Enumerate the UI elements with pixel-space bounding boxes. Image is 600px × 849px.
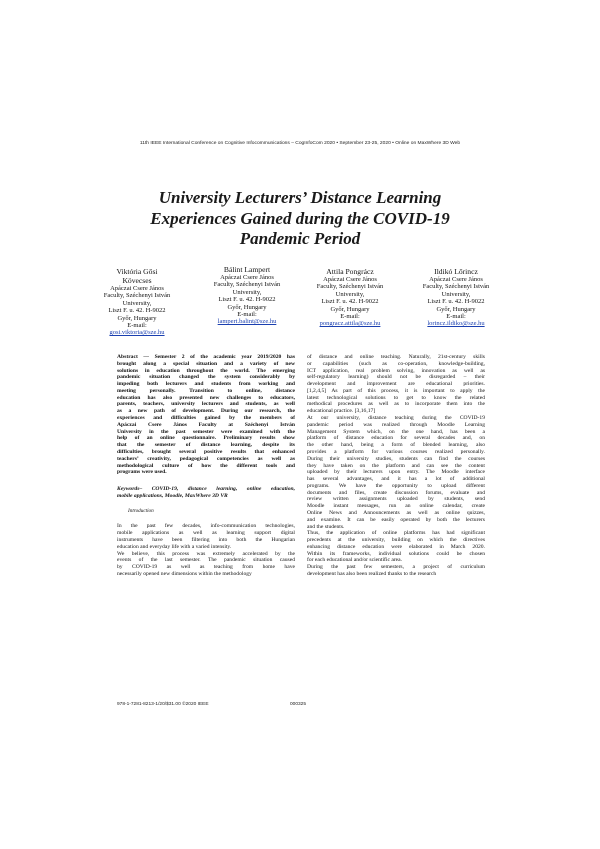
body-line: and examine. It can be easily operated by both the lecturers — [307, 516, 485, 523]
body-line: educational practice. [3,16,17] — [307, 408, 376, 415]
author-affiliation: E-mail: — [340, 313, 360, 321]
author-affiliation: Faculty, Széchenyi István — [213, 281, 281, 289]
body-paragraph — [307, 354, 485, 415]
abstract-line: brought along a special situation and a variety of new — [117, 360, 295, 367]
body-line: enhancing distance education were elaborated in March 2020. — [307, 543, 485, 550]
body-line: the other hand, being a form of blended learning, also — [307, 442, 485, 449]
author-affiliation: University, — [122, 299, 152, 307]
body-line: development has also been realized thanks to the research — [307, 571, 437, 577]
author-affiliation: Faculty, Széchenyi István — [103, 292, 171, 300]
abstract-line: programs were used. — [117, 469, 167, 476]
abstract-line: experiences and difficulties gained by the members of — [117, 415, 295, 422]
body-line: instruments have been filtering into both the Hungarian — [117, 536, 295, 543]
author-name: Kövecses — [122, 276, 152, 285]
abstract-line: that the semester of distance learning, despite its — [117, 442, 295, 449]
body-line: During their university studies, students can find the courses — [307, 455, 485, 462]
body-line: Management System which, on the one hand, has been a — [307, 428, 485, 435]
body-line: self-regulatory learning) should not be disregarded – their — [307, 374, 485, 381]
body-line: precedents at the university, building on which the directives — [307, 537, 485, 544]
author-name: Attila Pongrácz — [326, 267, 374, 276]
author-affiliation: Apáczai Csere János — [323, 276, 377, 283]
author-affiliation: Győr, Hungary — [436, 305, 476, 313]
keywords-line: Keywords– COVID-19, distance learning, online education, — [117, 486, 295, 493]
body-paragraph — [307, 564, 485, 578]
body-line: Within its frameworks, individual solutions could be chosen — [307, 550, 485, 557]
intro-paragraph — [117, 551, 295, 578]
author-email-link[interactable]: pongracz.attila@sze.hu — [319, 320, 381, 328]
body-line: by COVID-19 as well as teaching from home have — [117, 564, 295, 571]
body-line: review written assignments uploaded by students, send — [307, 496, 485, 503]
abstract-line: Abstract — Semester 2 of the academic year 2019/2020 has — [117, 354, 295, 360]
author-affiliation: Győr, Hungary — [117, 314, 157, 322]
body-line: of distance and online teaching. Naturally, 21st-century skills — [307, 354, 485, 360]
author-affiliation: E-mail: — [127, 322, 147, 330]
author-affiliation: Faculty, Széchenyi István — [316, 283, 384, 291]
body-line: latest technological solutions to get to know the related — [307, 394, 485, 401]
paper-title — [0, 188, 600, 250]
body-line: methodical procedures as well as to incorporate them into the — [307, 401, 485, 408]
abstract-line: meeting personally. Transition to online, distance — [117, 387, 295, 394]
author-affiliation: University, — [441, 290, 471, 298]
body-line: for each educational and/or scientific area. — [307, 557, 403, 564]
author-affiliation: University, — [335, 290, 365, 298]
body-line: necessarily opened new dimensions within the methodology — [117, 570, 252, 577]
abstract-line: pandemic situation changed the system considerably by — [117, 374, 295, 381]
author-name: Ildikó Lőrincz — [434, 267, 478, 276]
abstract-line: Apáczai Csere János Faculty at Széchenyi István — [117, 421, 295, 428]
author-affiliation: Liszt F. u. 42. H-9022 — [218, 296, 276, 304]
keywords-line: mobile applications, Moodle, MaxWhere 3D VR — [117, 492, 228, 499]
body-line: mobile applications as well as learning support digital — [117, 530, 295, 537]
abstract — [117, 354, 295, 476]
body-line: provides a platform for various courses realized personally. — [307, 448, 485, 455]
author-name: Viktória Gősi — [116, 267, 158, 276]
footer-page-id: 000325 — [290, 702, 307, 707]
abstract-line: teachers’ creativity, pedagogical competencies as well as — [117, 455, 295, 462]
body-line: During the past few semesters, a project of curriculum — [307, 564, 485, 571]
author-affiliation: Apáczai Csere János — [110, 285, 164, 292]
body-line: uploaded by their lecturers upon entry. The Moodle interface — [307, 469, 485, 476]
section-heading-introduction: Introduction — [128, 507, 154, 514]
author-affiliation: University, — [232, 288, 262, 296]
body-line: programs. We have the opportunity to upload different — [307, 482, 485, 489]
title-line: Pandemic Period — [239, 229, 361, 248]
author-affiliation: Apáczai Csere János — [429, 276, 483, 283]
body-line: they have taken on the platform and can see the content — [307, 462, 485, 469]
footer-isbn: 978-1-7281-8213-1/20/$31.00 ©2020 IEEE — [117, 702, 209, 707]
body-line: development and improvement are educational priorities. — [307, 381, 485, 388]
running-header: 11th IEEE International Conference on Cognitive Infocommunications – CogInfoCom 2020 • September 23-25, 2020 • Online on MaxWhere 3D Web — [139, 141, 461, 146]
author-affiliation: Faculty, Széchenyi István — [422, 283, 490, 291]
abstract-line: difficulties, brought several positive results that enhanced — [117, 448, 295, 455]
abstract-line: solutions in education throughout the world. The emerging — [117, 367, 295, 374]
title-line: Experiences Gained during the COVID-19 — [150, 208, 450, 228]
abstract-line: methodological culture of how the different tools and — [117, 462, 295, 469]
body-line: and the students. — [307, 523, 345, 530]
abstract-line: as a new path of development. During our research, the — [117, 408, 295, 415]
author-block-2 — [192, 265, 302, 326]
body-line: At our university, distance teaching during the COVID-19 — [307, 415, 485, 422]
abstract-line: impeding both lecturers and students from working and — [117, 381, 295, 388]
body-line: Thus, the application of online platforms has had significant — [307, 530, 485, 537]
body-line: In the past few decades, info-communication technologies, — [117, 523, 295, 530]
body-paragraph — [307, 530, 485, 564]
author-block-3 — [295, 267, 405, 328]
author-email-link[interactable]: gosi.viktoria@sze.hu — [109, 329, 165, 337]
keywords — [117, 486, 295, 500]
author-block-4 — [401, 267, 511, 328]
author-affiliation: E-mail: — [237, 311, 257, 319]
body-line: We believe, this process was extremely accelerated by the — [117, 550, 295, 557]
abstract-line: parents, teachers, university lecturers and students, as well — [117, 401, 295, 408]
author-affiliation: Liszt F. u. 42. H-9022 — [321, 298, 379, 306]
author-affiliation: Győr, Hungary — [330, 305, 370, 313]
author-block-1 — [82, 267, 192, 337]
body-line: education and everyday life with a varied intensity. — [117, 543, 232, 550]
abstract-line: help of an online questionnaire. Preliminary results show — [117, 435, 295, 442]
author-affiliation: Győr, Hungary — [227, 303, 267, 311]
body-line: has several advantages, and it has a lot of additional — [307, 476, 485, 483]
body-line: or capabilities (such as co-operation, knowledge-building, — [307, 360, 485, 367]
author-affiliation: Liszt F. u. 42. H-9022 — [427, 298, 485, 306]
intro-paragraph — [117, 523, 295, 550]
body-line: ICT application, real problem solving, innovation as well as — [307, 367, 485, 374]
body-line: pandemic period was realized through Moodle Learning — [307, 421, 485, 428]
author-name: Bálint Lampert — [223, 265, 271, 274]
body-line: Online News and Announcements as well as online quizzes, — [307, 509, 485, 516]
author-email-link[interactable]: lorincz.ildiko@sze.hu — [427, 320, 485, 328]
left-column — [117, 354, 295, 578]
body-paragraph — [307, 415, 485, 530]
body-line: events of the last semester. The pandemic situation caused — [117, 557, 295, 564]
body-line: documents and files, create discussion forums, evaluate and — [307, 489, 485, 496]
author-affiliation: Liszt F. u. 42. H-9022 — [108, 307, 166, 315]
body-line: Moodle instant messages, run an online calendar, create — [307, 503, 485, 510]
author-email-link[interactable]: lampert.balint@sze.hu — [217, 318, 277, 326]
right-column — [307, 354, 485, 578]
abstract-line: University in the past semester were examined with the — [117, 428, 295, 435]
body-line: [1,2,4,5] As part of this process, it is important to apply the — [307, 387, 485, 394]
author-affiliation: Apáczai Csere János — [220, 274, 274, 281]
body-line: platform of distance education for several decades and, on — [307, 435, 485, 442]
author-affiliation: E-mail: — [446, 313, 466, 321]
title-line: University Lecturers’ Distance Learning — [158, 188, 442, 207]
abstract-line: education has also presented new challenges to educators, — [117, 394, 295, 401]
